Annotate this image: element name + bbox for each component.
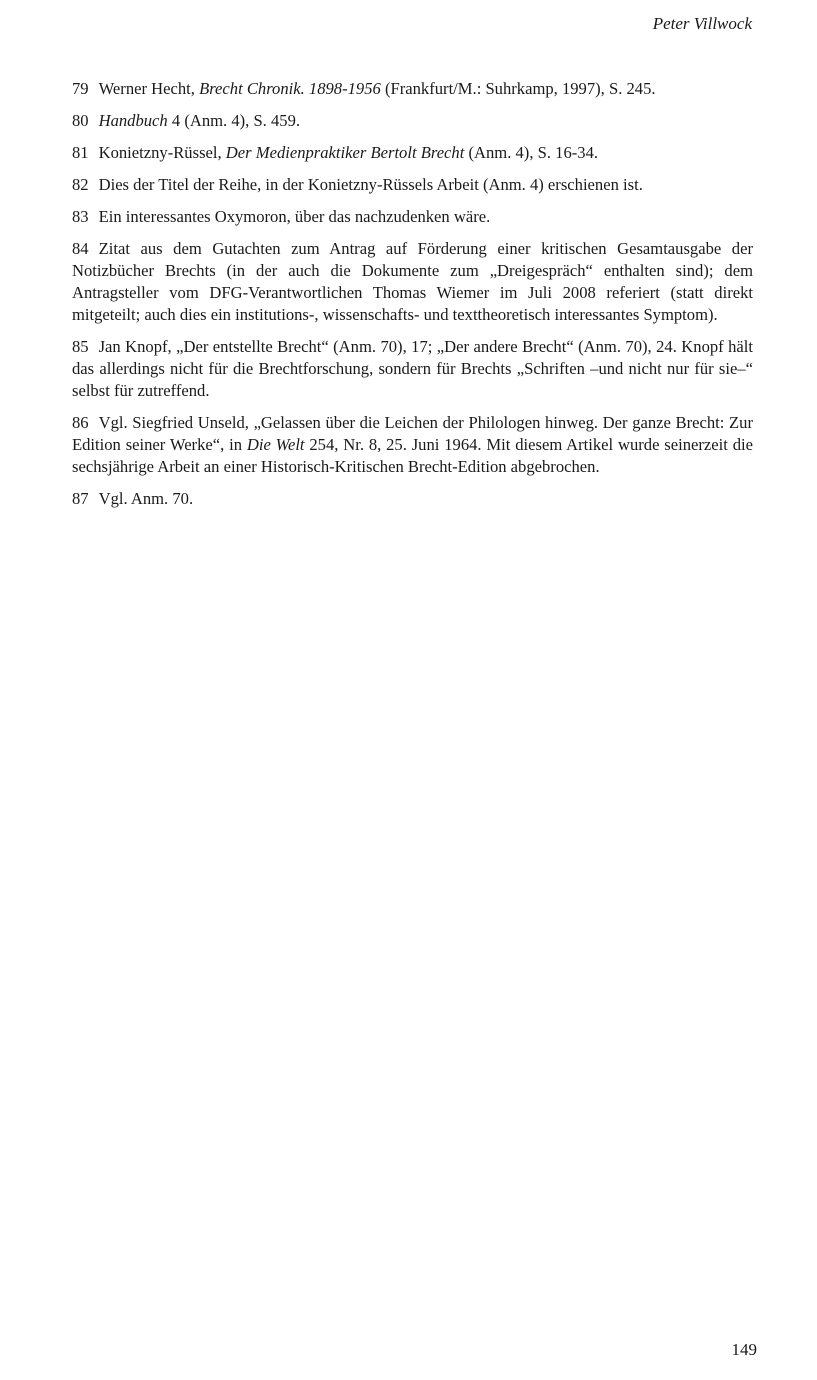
footnote-text: Werner Hecht, — [98, 79, 200, 98]
footnote-number: 84 — [72, 239, 89, 258]
footnote-text: Vgl. Siegfried Unseld, „Gelassen über die Leichen der Philologen hinweg. Der ganze Brecht: Zur Edition seiner Werke“, in — [72, 413, 753, 454]
footnote-number: 85 — [72, 337, 89, 356]
footnote-title: Handbuch — [98, 111, 168, 130]
footnote-number: 87 — [72, 489, 89, 508]
footnote-title: Die Welt — [246, 435, 305, 454]
footnote-83 — [72, 206, 753, 228]
footnote-text: 4 (Anm. 4), S. 459. — [167, 111, 301, 130]
footnote-87 — [72, 488, 753, 510]
footnote-79 — [72, 78, 753, 100]
footnote-81 — [72, 142, 753, 164]
running-head-author: Peter Villwock — [652, 14, 752, 33]
footnote-title: Brecht Chronik. 1898-1956 — [199, 79, 381, 98]
footnote-text: Konietzny-Rüssel, — [98, 143, 226, 162]
footnote-80 — [72, 110, 753, 132]
footnote-text: (Anm. 4), S. 16-34. — [464, 143, 599, 162]
footnote-text: Jan Knopf, „Der entstellte Brecht“ (Anm. 70), 17; „Der andere Brecht“ (Anm. 70), 24. Knopf hält das allerdings nicht für die Brechtforschung, sondern für Brechts „Schriften –und nicht nur für sie–“ selbst für zutreffend. — [72, 337, 753, 400]
footnote-number: 83 — [72, 207, 89, 226]
footnote-text: Vgl. Anm. 70. — [98, 489, 194, 508]
page-number: 149 — [731, 1340, 757, 1359]
footnote-text: Zitat aus dem Gutachten zum Antrag auf Förderung einer kritischen Gesamtausgabe der Notizbücher Brechts (in der auch die Dokumente zum „Dreigespräch“ enthalten sind); dem Antragsteller vom DFG-Verantwortlichen Thomas Wiemer im Juli 2008 referiert (statt direkt mitgeteilt; auch dies ein institutions-, wissenschafts- und texttheoretisch interessantes Symptom). — [72, 239, 753, 324]
footnote-84 — [72, 238, 753, 326]
footnote-text: Dies der Titel der Reihe, in der Konietzny-Rüssels Arbeit (Anm. 4) erschienen ist. — [98, 175, 643, 194]
footnote-82 — [72, 174, 753, 196]
footnote-86 — [72, 412, 753, 478]
footnote-text: (Frankfurt/M.: Suhrkamp, 1997), S. 245. — [380, 79, 656, 98]
footnotes-list — [72, 78, 753, 520]
footnote-85 — [72, 336, 753, 402]
footnote-number: 79 — [72, 79, 89, 98]
footnote-title: Der Medienpraktiker Bertolt Brecht — [225, 143, 465, 162]
footnote-text: 254, Nr. 8, 25. Juni 1964. Mit diesem Artikel wurde seinerzeit die sechsjährige Arbeit an einer Historisch-Kritischen Brecht-Edition abgebrochen. — [72, 435, 753, 476]
footnote-number: 82 — [72, 175, 89, 194]
footnote-number: 81 — [72, 143, 89, 162]
footnote-number: 80 — [72, 111, 89, 130]
footnote-text: Ein interessantes Oxymoron, über das nachzudenken wäre. — [98, 207, 491, 226]
footnote-number: 86 — [72, 413, 89, 432]
